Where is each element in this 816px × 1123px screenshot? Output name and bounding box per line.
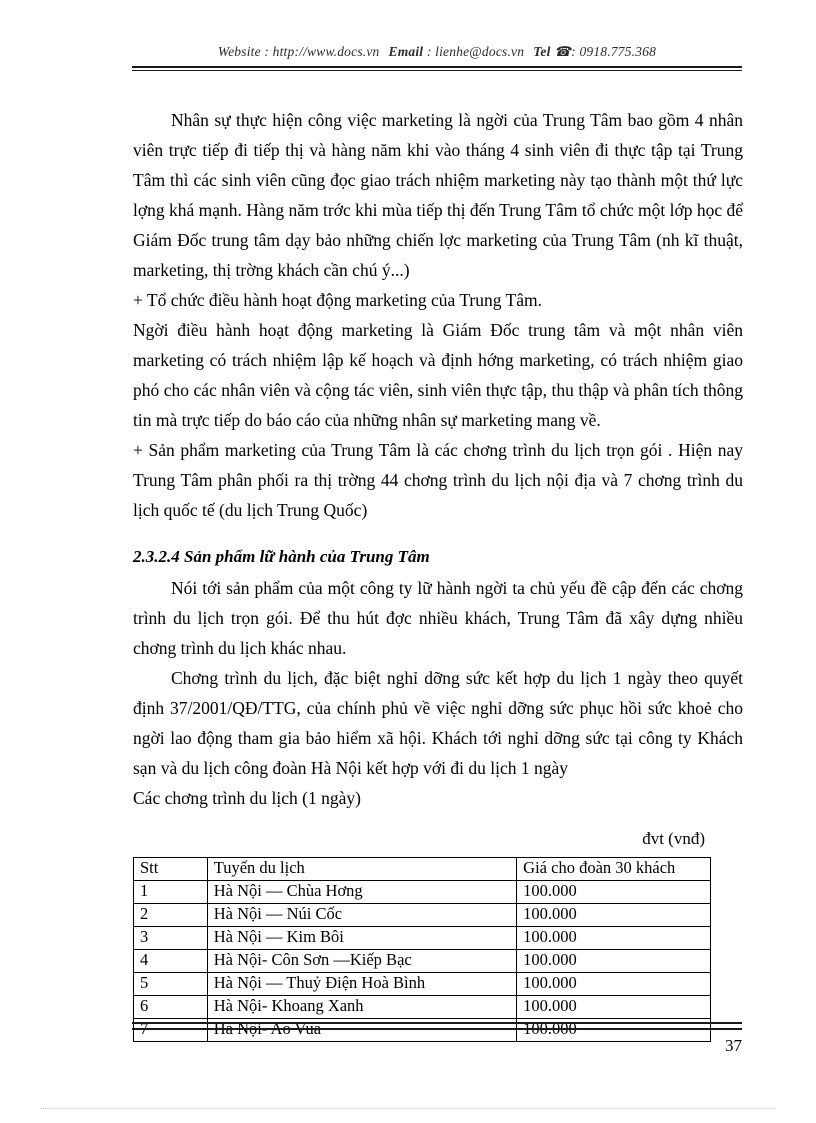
cell-route: Hà Nội — Núi Cốc — [207, 904, 516, 927]
cell-route: Hà Nội — Kim Bôi — [207, 927, 516, 950]
paragraph-one-day-tours: Các chơng trình du lịch (1 ngày) — [133, 788, 361, 808]
table-row — [134, 950, 711, 973]
table-row — [134, 973, 711, 996]
paragraph-marketing-org: + Tổ chức điều hành hoạt động marketing của Trung Tâm. — [133, 290, 542, 310]
pricing-table-wrapper — [133, 857, 711, 1042]
cell-route: Hà Nội- Khoang Xanh — [207, 996, 516, 1019]
document-content — [133, 105, 743, 1042]
cell-price: 100.000 — [517, 881, 711, 904]
paragraph-marketing-manager: Ngời điều hành hoạt động marketing là Giám Đốc trung tâm và một nhân viên marketing có trách nhiệm lập kế hoạch và định hớng marketing, có trách nhiệm giao phó cho các nhân viên và cộng tác viên, sinh viên thực tập, thu thập và phân tích thông tin mà trực tiếp do báo cáo của những nhân sự marketing mang về. — [133, 320, 743, 430]
cell-route: Hà Nội — Chùa Hơng — [207, 881, 516, 904]
table-row — [134, 881, 711, 904]
email-value: lienhe@docs.vn — [435, 44, 525, 59]
cell-price: 100.000 — [517, 904, 711, 927]
page-bottom-edge — [40, 1108, 776, 1109]
cell-stt: 6 — [134, 996, 208, 1019]
paragraph-rest-tour: Chơng trình du lịch, đặc biệt nghỉ dỡng sức kết hợp du lịch 1 ngày theo quyết định 37/2001/QĐ/TTG, của chính phủ về việc nghỉ dỡng sức phục hồi sức khoẻ cho ngời lao động tham gia bảo hiểm xã hội. Khách tới nghỉ dỡng sức tại công ty Khách sạn và du lịch công đoàn Hà Nội kết hợp với đi du lịch 1 ngày — [133, 668, 743, 778]
cell-stt: 5 — [134, 973, 208, 996]
cell-stt: 2 — [134, 904, 208, 927]
website-value: http://www.docs.vn — [272, 44, 380, 59]
cell-route: Hà Nội- Côn Sơn —Kiếp Bạc — [207, 950, 516, 973]
table-row — [134, 996, 711, 1019]
paragraph-marketing-product: + Sản phẩm marketing của Trung Tâm là các chơng trình du lịch trọn gói . Hiện nay Trung Tâm phân phối ra thị trờng 44 chơng trình du lịch nội địa và 7 chơng trình du lịch quốc tế (du lịch Trung Quốc) — [133, 440, 743, 520]
table-header-row — [134, 858, 711, 881]
page-header — [132, 44, 742, 60]
footer-divider — [132, 1022, 742, 1030]
table-column-header: Tuyến du lịch — [207, 858, 516, 881]
table-column-header: Stt — [134, 858, 208, 881]
cell-stt: 3 — [134, 927, 208, 950]
header-divider — [132, 66, 742, 71]
table-body — [134, 881, 711, 1042]
cell-price: 100.000 — [517, 996, 711, 1019]
tel-label: Tel — [533, 44, 551, 59]
website-label: Website : — [217, 44, 270, 59]
telephone-icon: ☎ — [554, 44, 572, 59]
page-number: 37 — [725, 1036, 742, 1055]
cell-price: 100.000 — [517, 1019, 711, 1042]
table-row — [134, 904, 711, 927]
tel-value: : 0918.775.368 — [571, 44, 657, 59]
cell-stt: 4 — [134, 950, 208, 973]
paragraph-tour-products: Nói tới sản phẩm của một công ty lữ hành ngời ta chủ yếu đề cập đến các chơng trình du lịch trọn gói. Để thu hút đợc nhiều khách, Trung Tâm đã xây dựng nhiều chơng trình du lịch khác nhau. — [133, 578, 743, 658]
cell-price: 100.000 — [517, 927, 711, 950]
section-heading-2-3-2-4: 2.3.2.4 Sản phẩm lữ hành của Trung Tâm — [133, 547, 430, 566]
table-row — [134, 927, 711, 950]
cell-route: Hà Nội — Thuỷ Điện Hoà Bình — [207, 973, 516, 996]
email-label: Email — [388, 44, 424, 59]
email-separator: : — [426, 44, 432, 59]
currency-unit-label: đvt (vnđ) — [642, 829, 705, 848]
pricing-table — [133, 857, 711, 1042]
cell-price: 100.000 — [517, 973, 711, 996]
cell-price: 100.000 — [517, 950, 711, 973]
paragraph-marketing-staff: Nhân sự thực hiện công việc marketing là ngời của Trung Tâm bao gồm 4 nhân viên trực tiếp đi tiếp thị và hàng năm khi vào tháng 4 sinh viên đi thực tập tại Trung Tâm thì các sinh viên cũng đọc giao trách nhiệm marketing này tạo thành một thứ lực lợng khá mạnh. Hàng năm trớc khi mùa tiếp thị đến Trung Tâm tổ chức một lớp học để Giám Đốc trung tâm dạy bảo những chiến lợc marketing của Trung Tâm (nh kĩ thuật, marketing, thị trờng khách cần chú ý...) — [133, 110, 743, 280]
cell-route: Hà Nội- Ao Vua — [207, 1019, 516, 1042]
cell-stt: 1 — [134, 881, 208, 904]
table-column-header: Giá cho đoàn 30 khách — [517, 858, 711, 881]
cell-stt: 7 — [134, 1019, 208, 1042]
